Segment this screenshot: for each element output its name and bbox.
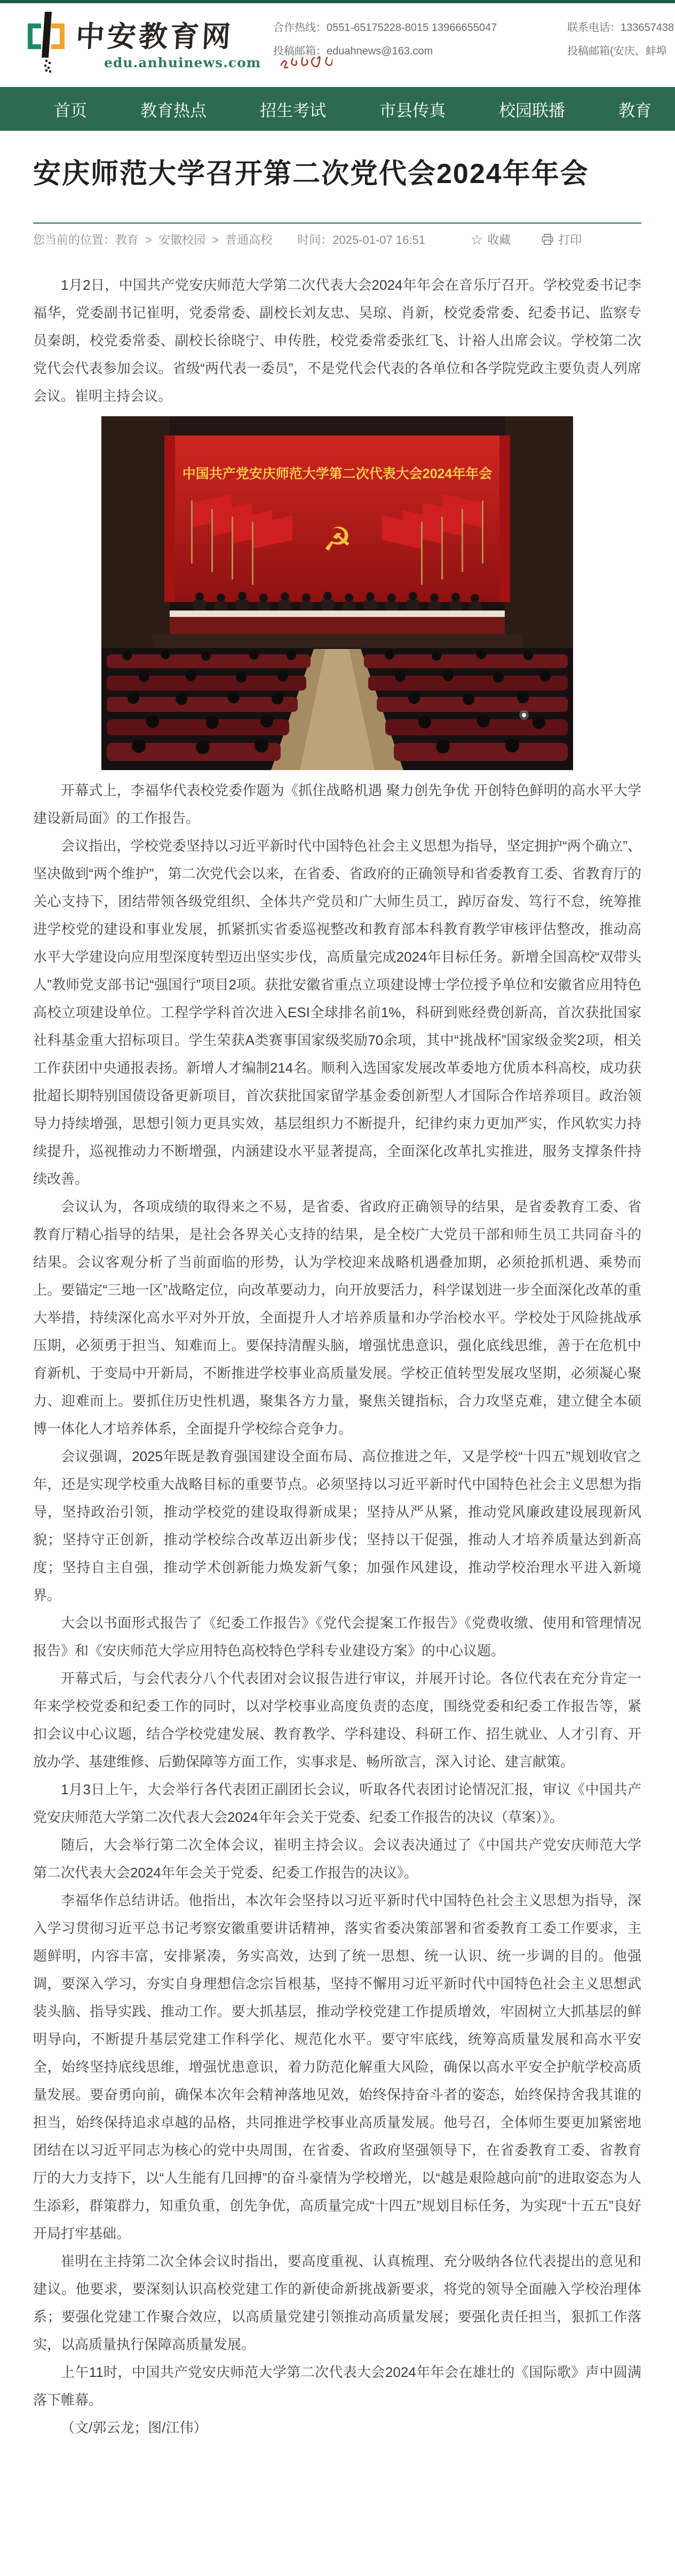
article-byline: （文/郭云龙；图/江伟）: [61, 2420, 208, 2436]
article-paragraph: 1月3日上午，大会举行各代表团正副团长会议，听取各代表团讨论情况汇报，审议《中国共产党安庆师范大学第二次代表大会2024年年会关于党委、纪委工作报告的决议（草案）》。: [33, 1781, 641, 1825]
nav-item[interactable]: 首页: [54, 101, 87, 120]
article-paragraph: 随后，大会举行第二次全体会议，崔明主持会议。会议表决通过了《中国共产党安庆师范大学第二次代表大会2024年年会关于党委、纪委工作报告的决议》。: [33, 1837, 641, 1881]
phone-text: 联系电话：133657438: [567, 22, 674, 34]
page-title: 安庆师范大学召开第二次党代会2024年年会: [33, 158, 589, 189]
article-paragraph: 会议认为，各项成绩的取得来之不易，是省委、省政府正确领导的结果，是省委教育工委、省教育厅精心指导的结果，是社会各界关心支持的结果，是全校广大党员干部和师生员工共同奋斗的结果。会议客观分析了当前面临的形势，认为学校迎来战略机遇叠加期，必须抢抓机遇、乘势而上。要锚定“三地一区”战略定位，向改革要动力，向开放要活力，科学谋划进一步全面深化改革的重大举措，持续深化高水平对外开放，全面提升人才培养质量和办学治校水平。学校处于风险挑战承压期，必须勇于担当、知难而上。要保持清醒头脑，增强忧患意识，强化底线思维，善于在危机中育新机、于变局中开新局，不断推进学校事业高质量发展。学校正值转型发展攻坚期，必须凝心聚力、迎难而上。要抓住历史性机遇，聚集各方力量，聚焦关键指标，合力攻坚克难，建立健全本硕博一体化人才培养体系，全面提升学校综合竞争力。: [33, 1199, 641, 1437]
article-paragraph: 1月2日，中国共产党安庆师范大学第二次代表大会2024年年会在音乐厅召开。学校党委书记李福华，党委副书记崔明，党委常委、副校长刘友忠、吴琼、肖新，校党委常委、纪委书记、监察专员秦朗，校党委常委、副校长徐晓宁、申传胜，校党委常委张红飞、计裕人出席会议。学校第二次党代会代表参加会议。省级“两代表一委员”，不是党代会代表的各单位和各学院党政主要负责人列席会议。崔明主持会议。: [33, 277, 641, 404]
favorite-label: 收藏: [487, 233, 511, 247]
article-paragraph: 会议强调，2025年既是教育强国建设全面布局、高位推进之年，又是学校“十四五”规划收官之年，还是实现学校重大战略目标的重要节点。必须坚持以习近平新时代中国特色社会主义思想为指导，坚持政治引领，推动学校党的建设取得新成果；坚持从严从紧，推动党风廉政建设展现新风貌；坚持守正创新，推动学校综合改革迈出新步伐；坚持以干促强，推动人才培养质量达到新高度；坚持自主自强，推动学术创新能力焕发新气象；加强作风建设，推动学校治理水平进入新境界。: [33, 1448, 641, 1603]
stage-banner-text: 中国共产党安庆师范大学第二次代表大会2024年年会: [182, 466, 493, 481]
content-area: [33, 158, 641, 2479]
logo-mark-icon: [28, 12, 66, 67]
nav-item[interactable]: 校园联播: [499, 101, 565, 120]
time-value: 2025-01-07 16:51: [332, 233, 425, 247]
site-header: [0, 3, 675, 87]
article-paragraph: 开幕式后，与会代表分八个代表团对会议报告进行审议，并展开讨论。各位代表在充分肯定一年来学校党委和纪委工作的同时，以对学校事业高度负责的态度，围绕党委和纪委工作报告等，紧扣会议中心议题，结合学校党建发展、教育教学、学科建设、科研工作、招生就业、人才引育、开放办学、基建维修、后勤保障等方面工作，实事求是、畅所欲言，深入讨论、建言献策。: [33, 1670, 641, 1770]
article-body: [33, 271, 641, 2479]
breadcrumb-link[interactable]: 普通高校: [225, 233, 273, 247]
article-paragraph: 会议指出，学校党委坚持以习近平新时代中国特色社会主义思想为指导，坚定拥护“两个确立”、坚决做到“两个维护”，第二次党代会以来，在省委、省政府的正确领导和省委教育工委、省教育厅的关心支持下，团结带领各级党组织、全体共产党员和广大师生员工，踔厉奋发、笃行不怠，统筹推进学校党的建设和事业发展，抓紧抓实省委巡视整改和教育部本科教育教学审核评估整改，推动高水平大学建设向应用型深度转型迈出坚实步伐，高质量完成2024年目标任务。新增全国高校“双带头人”教师党支部书记“强国行”项目2项。获批安徽省重点立项建设博士学位授予单位和安徽省应用特色高校立项建设单位。工程学学科首次进入ESI全球排名前1%，科研到账经费创新高，首次获批国家社科基金重大招标项目。学生荣获A类赛事国家级奖励70余项，其中“挑战杯”国家级金奖2项，相关工作获团中央通报表扬。新增人才编制214名。顺利入选国家发展改革委地方优质本科高校，成功获批超长期特别国债设备更新项目，首次获批国家留学基金委创新型人才国际合作培养项目。政治领导力持续增强，思想引领力更具实效，基层组织力不断提升，纪律约束力更加严实，作风软实力持续提升，巡视推动力不断增强，内涵建设水平显著提高，全面深化改革扎实推进，服务支撑条件持续改善。: [33, 838, 641, 1187]
logo-green-bracket: [28, 23, 41, 49]
breadcrumb: [115, 231, 272, 248]
breadcrumb-link[interactable]: 教育: [115, 233, 139, 247]
article-paragraph: 大会以书面形式报告了《纪委工作报告》《党代会提案工作报告》《党费收缴、使用和管理情况报告》和《安庆师范大学应用特色高校特色学科专业建设方案》的中心议题。: [33, 1615, 641, 1659]
site-domain: edu.anhuinews.com: [104, 54, 261, 70]
printer-icon: [541, 233, 554, 246]
article-paragraph: 开幕式上，李福华代表校党委作题为《抓住战略机遇 聚力创先争优 开创特色鲜明的高水平大学建设新局面》的工作报告。: [33, 782, 641, 826]
email-text: 投稿邮箱：eduahnews@163.com: [273, 45, 433, 57]
breadcrumb-prefix: 您当前的位置：: [33, 233, 116, 247]
article-photo: [101, 416, 573, 770]
article-paragraph: 崔明在主持第二次全体会议时指出，要高度重视、认真梳理、充分吸纳各位代表提出的意见和建议。他要求，要深刻认识高校党建工作的新使命新挑战新要求，将党的领导全面融入学校治理体系；要强化党建工作聚合效应，以高质量党建引领推动高质量发展；要强化责任担当，狠抓工作落实，以高质量执行保障高质量发展。: [33, 2253, 641, 2352]
favorite-button[interactable]: [471, 231, 511, 248]
print-button[interactable]: [541, 231, 582, 248]
star-icon: ☆: [470, 231, 483, 248]
print-label: 打印: [558, 233, 582, 247]
dais-table: [170, 611, 505, 617]
breadcrumb-link[interactable]: 安徽校园: [158, 233, 206, 247]
time-label: 时间：: [297, 233, 333, 247]
party-emblem-icon: ☭: [322, 521, 352, 558]
breadcrumb-separator: >: [209, 233, 223, 247]
nav-item[interactable]: 招生考试: [260, 101, 326, 120]
logo-yellow-bracket: [51, 23, 65, 49]
main-nav: [0, 87, 675, 131]
email-region-text: 投稿邮箱(安庆、蚌埠: [567, 45, 667, 57]
logo-pixel-dots: [45, 60, 47, 62]
stage-front: [153, 634, 522, 648]
article-paragraph: 李福华作总结讲话。他指出，本次年会坚持以习近平新时代中国特色社会主义思想为指导，深入学习贯彻习近平总书记考察安徽重要讲话精神，落实省委决策部署和省委教育工委工作要求，主题鲜明，内容丰富，安排紧凑，务实高效，达到了统一思想、统一认识、统一步调的目的。他强调，要深入学习，夯实自身理想信念宗旨根基，坚持不懈用习近平新时代中国特色社会主义思想武装头脑、指导实践、推动工作。要大抓基层，推动学校党建工作提质增效，牢固树立大抓基层的鲜明导向，不断提升基层党建工作科学化、规范化水平。要守牢底线，统筹高质量发展和高水平安全，始终坚持底线思维，增强忧患意识，着力防范化解重大风险，确保以高水平安全护航学校高质量发展。要奋勇向前，确保本次年会精神落地见效，始终保持奋斗者的姿态，始终保持舍我其谁的担当，始终保持追求卓越的品格，共同推进学校事业高质量发展。他号召，全体师生要更加紧密地团结在以习近平同志为核心的党中央周围，在省委、省政府坚强领导下，在省委教育工委、省教育厅的大力支持下，以“人生能有几回搏”的奋斗豪情为学校增光，以“越是艰险越向前”的进取姿态为人生添彩，群策群力，知重负重，创先争优，高质量完成“十四五”规划目标任务，为实现“十五五”良好开局打牢基础。: [33, 1892, 641, 2241]
breadcrumb-row: [33, 224, 641, 253]
hotline-text: 合作热线：0551-65175228-8015 13966655047: [273, 22, 497, 34]
congress-photo-illustration: [101, 416, 573, 770]
site-name: 中安教育网: [75, 19, 234, 53]
header-contacts-right: [567, 21, 675, 68]
article-paragraph: 上午11时，中国共产党安庆师范大学第二次代表大会2024年年会在雄壮的《国际歌》声中圆满落下帷幕。: [33, 2364, 641, 2408]
header-contacts-left: [273, 21, 497, 68]
nav-item[interactable]: 教育热点: [140, 101, 207, 120]
nav-item[interactable]: 市县传真: [379, 101, 446, 120]
publish-time: [297, 231, 425, 248]
breadcrumb-separator: >: [142, 233, 156, 247]
logo-black-bar: [42, 12, 52, 58]
nav-item[interactable]: 教育: [618, 101, 652, 120]
